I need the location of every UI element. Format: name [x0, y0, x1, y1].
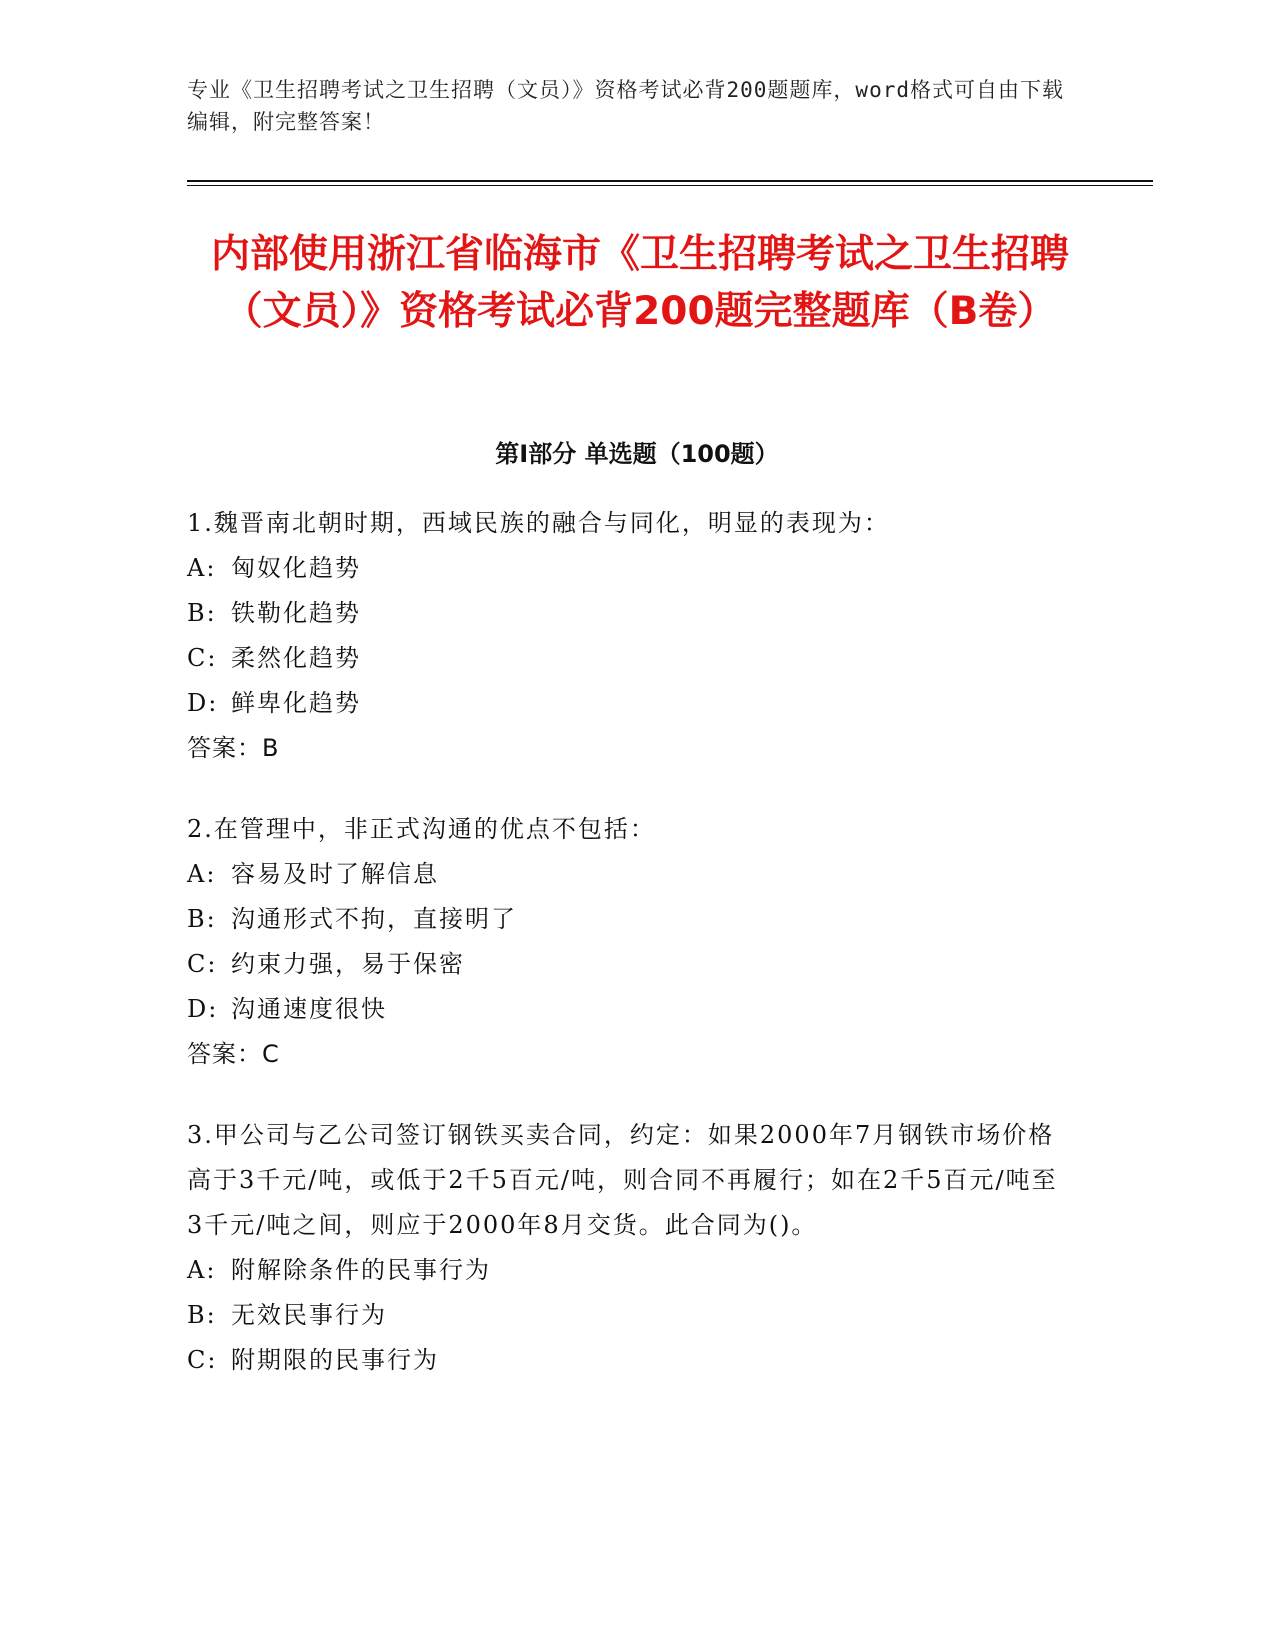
option-key: A: — [187, 1256, 217, 1284]
option-a — [187, 1248, 1067, 1293]
option-b — [187, 591, 1067, 636]
option-text: 无效民事行为 — [231, 1301, 387, 1329]
option-d — [187, 987, 1067, 1032]
option-text: 沟通形式不拘，直接明了 — [231, 905, 517, 933]
option-key: C: — [187, 950, 218, 978]
option-text: 柔然化趋势 — [231, 644, 361, 672]
header-note: 专业《卫生招聘考试之卫生招聘（文员）》资格考试必背200题题库，word格式可自由下载编辑，附完整答案！ — [187, 78, 1064, 134]
option-text: 约束力强，易于保密 — [231, 950, 465, 978]
option-key: C: — [187, 1346, 218, 1374]
question-1 — [187, 501, 1067, 771]
option-text: 容易及时了解信息 — [231, 860, 439, 888]
answer: 答案：C — [187, 1040, 280, 1068]
header-divider-thin — [187, 185, 1153, 186]
question-stem: 3.甲公司与乙公司签订钢铁买卖合同，约定：如果2000年7月钢铁市场价格高于3千元/吨，或低于2千5百元/吨，则合同不再履行；如在2千5百元/吨至3千元/吨之间，则应于2000年8月交货。此合同为()。 — [187, 1121, 1058, 1239]
option-text: 鲜卑化趋势 — [231, 689, 361, 717]
header-divider-thick — [187, 180, 1153, 182]
question-2 — [187, 807, 1067, 1077]
option-b — [187, 1293, 1067, 1338]
option-a — [187, 546, 1067, 591]
option-text: 匈奴化趋势 — [231, 554, 361, 582]
option-key: A: — [187, 860, 217, 888]
option-d — [187, 681, 1067, 726]
option-key: D: — [187, 995, 219, 1023]
option-key: B: — [187, 905, 217, 933]
option-key: A: — [187, 554, 217, 582]
option-key: C: — [187, 644, 218, 672]
option-c — [187, 942, 1067, 987]
section-title: 第Ⅰ部分 单选题（100题） — [495, 440, 779, 468]
option-key: B: — [187, 1301, 217, 1329]
option-text: 沟通速度很快 — [231, 995, 387, 1023]
option-text: 附解除条件的民事行为 — [231, 1256, 491, 1284]
option-text: 铁勒化趋势 — [231, 599, 361, 627]
option-key: D: — [187, 689, 219, 717]
option-c — [187, 636, 1067, 681]
option-c — [187, 1338, 1067, 1383]
option-key: B: — [187, 599, 217, 627]
document-title: 内部使用浙江省临海市《卫生招聘考试之卫生招聘（文员）》资格考试必背200题完整题库（B卷） — [210, 232, 1069, 334]
option-b — [187, 897, 1067, 942]
question-stem: 2.在管理中，非正式沟通的优点不包括： — [187, 815, 656, 843]
option-text: 附期限的民事行为 — [231, 1346, 439, 1374]
question-stem: 1.魏晋南北朝时期，西域民族的融合与同化，明显的表现为： — [187, 509, 890, 537]
answer: 答案：B — [187, 734, 280, 762]
option-a — [187, 852, 1067, 897]
question-3 — [187, 1113, 1067, 1383]
